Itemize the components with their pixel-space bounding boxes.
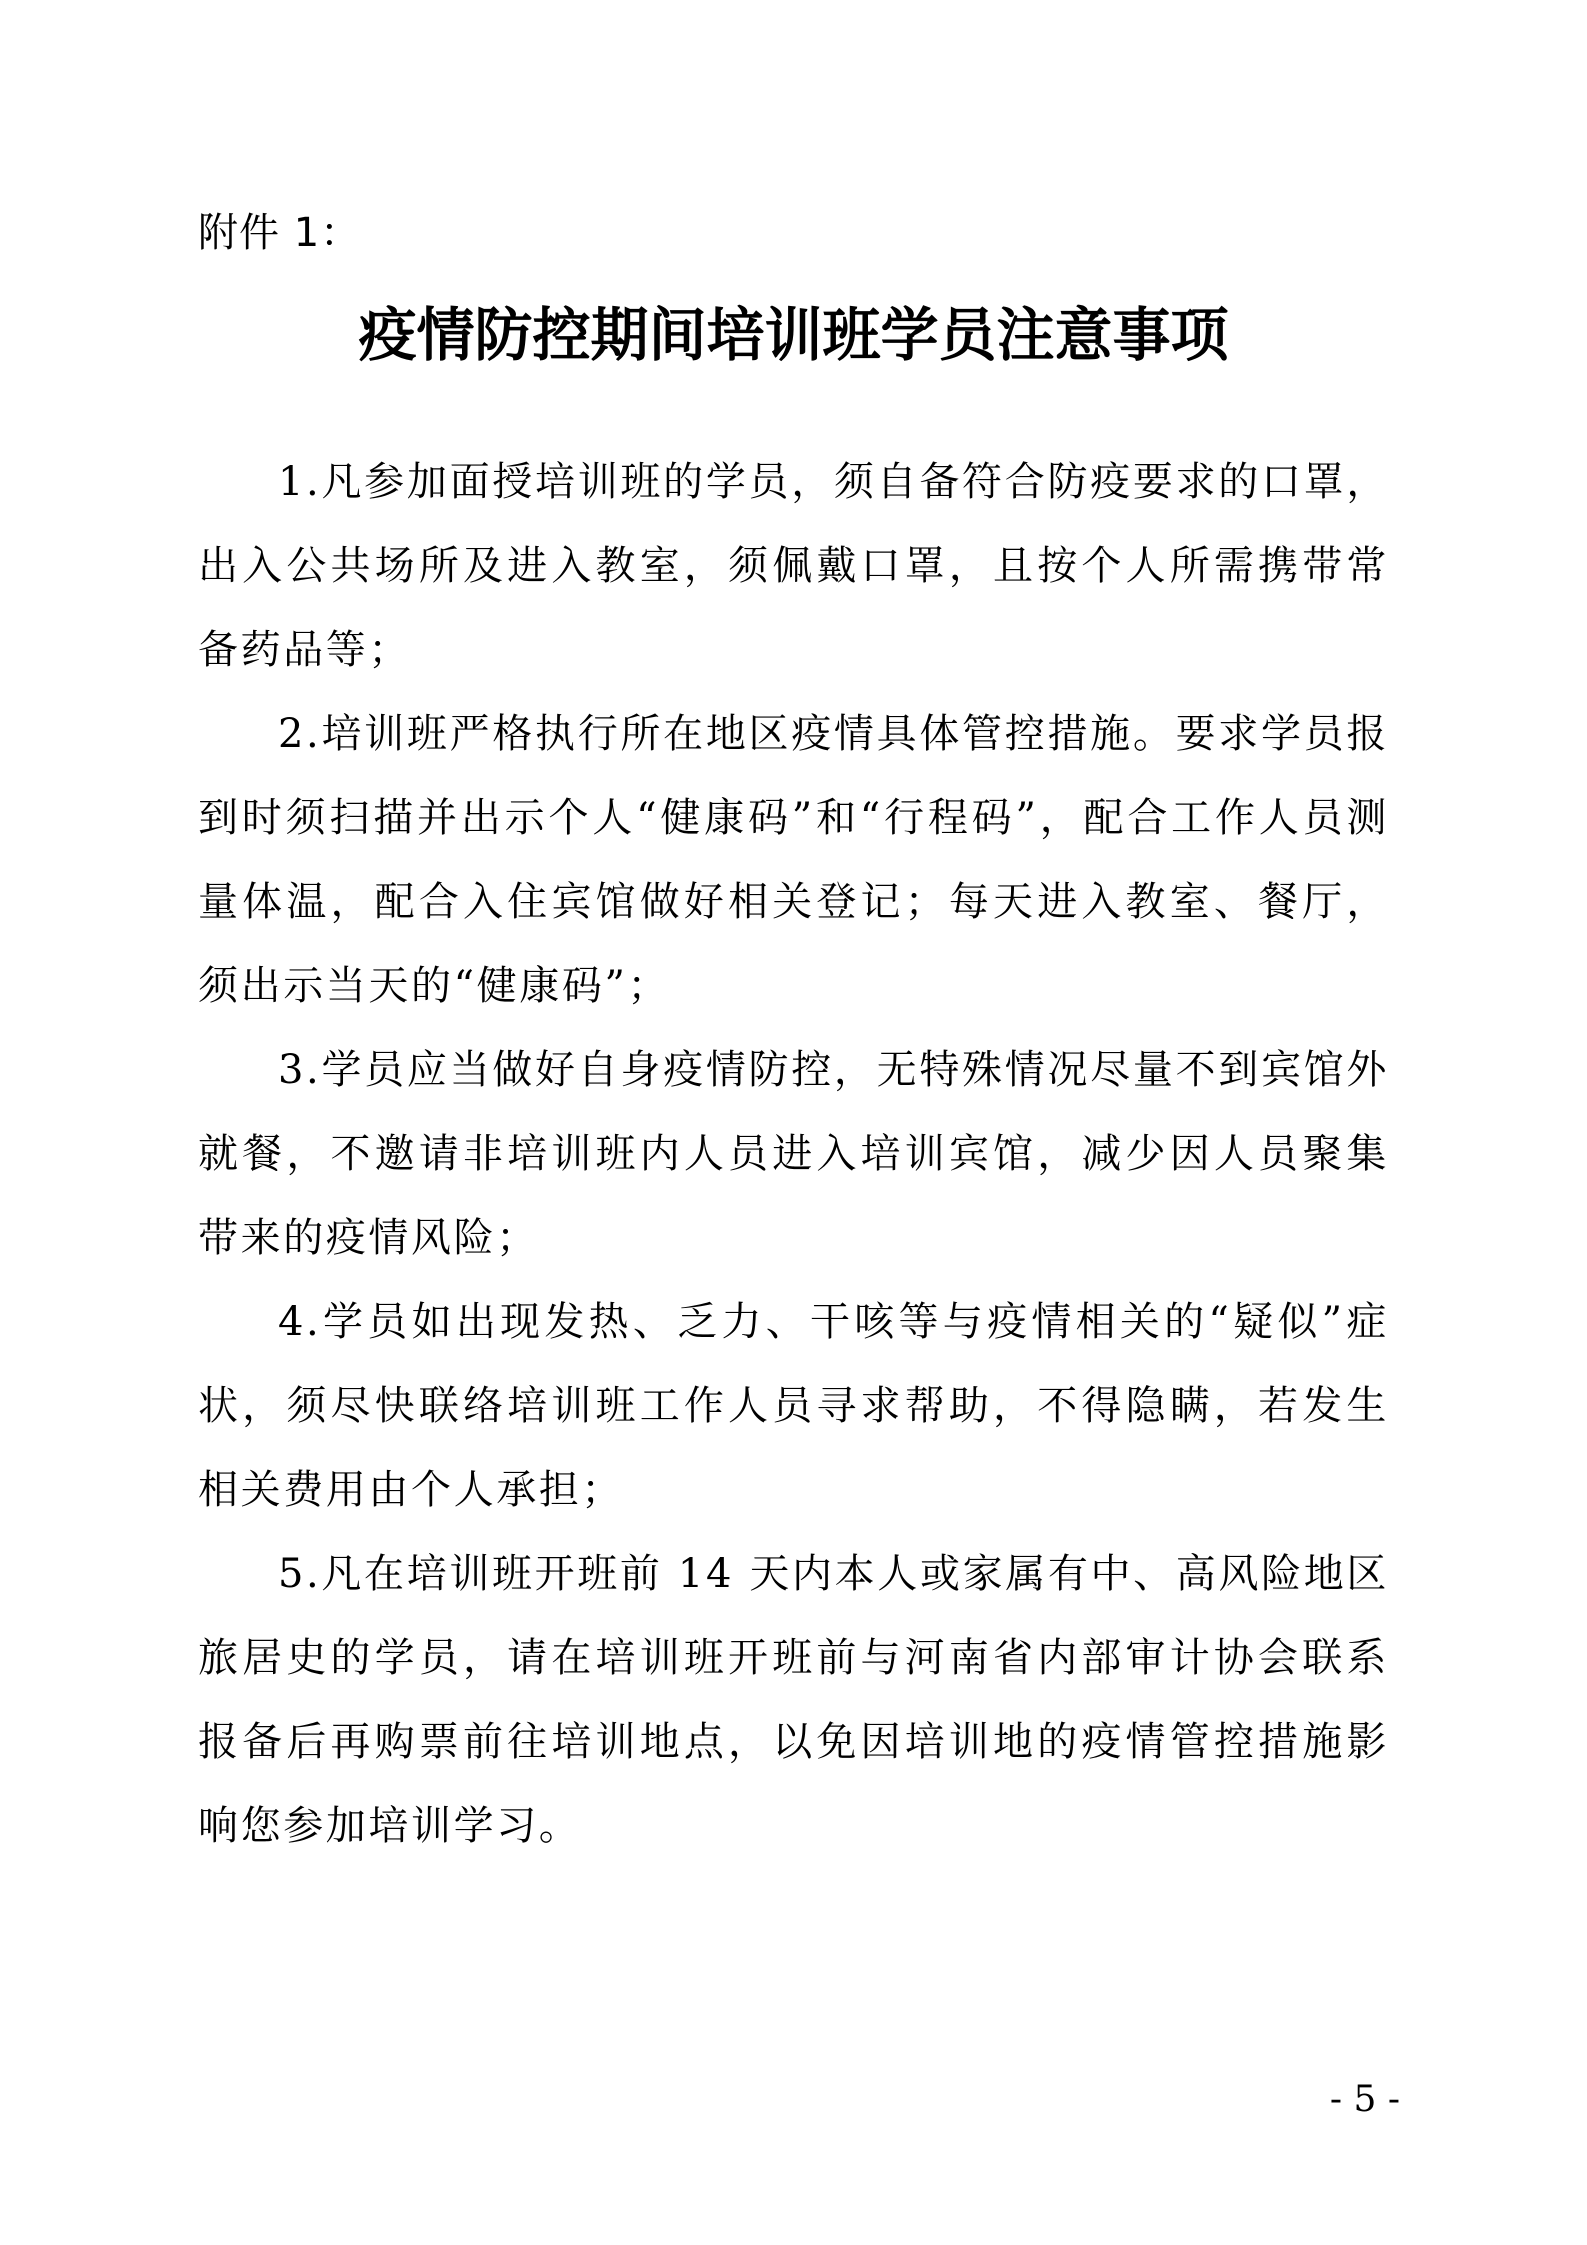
attachment-label: 附件 1：	[198, 210, 362, 256]
notice-item-3: 3.学员应当做好自身疫情防控，无特殊情况尽量不到宾馆外就餐，不邀请非培训班内人员进入培训宾馆，减少因人员聚集带来的疫情风险；	[198, 1047, 1389, 1261]
document-body	[198, 440, 1389, 1868]
notice-item-2: 2.培训班严格执行所在地区疫情具体管控措施。要求学员报到时须扫描并出示个人“健康码”和“行程码”，配合工作人员测量体温，配合入住宾馆做好相关登记；每天进入教室、餐厅，须出示当天的“健康码”；	[198, 711, 1389, 1009]
page-number: - 5 -	[1329, 2079, 1400, 2120]
notice-item-5: 5.凡在培训班开班前 14 天内本人或家属有中、高风险地区旅居史的学员，请在培训班开班前与河南省内部审计协会联系报备后再购票前往培训地点，以免因培训地的疫情管控措施影响您参加培训学习。	[198, 1551, 1389, 1849]
notice-item-4: 4.学员如出现发热、乏力、干咳等与疫情相关的“疑似”症状，须尽快联络培训班工作人员寻求帮助，不得隐瞒，若发生相关费用由个人承担；	[198, 1299, 1389, 1513]
notice-item-1: 1.凡参加面授培训班的学员，须自备符合防疫要求的口罩，出入公共场所及进入教室，须佩戴口罩，且按个人所需携带常备药品等；	[198, 459, 1389, 673]
document-title: 疫情防控期间培训班学员注意事项	[358, 301, 1229, 369]
